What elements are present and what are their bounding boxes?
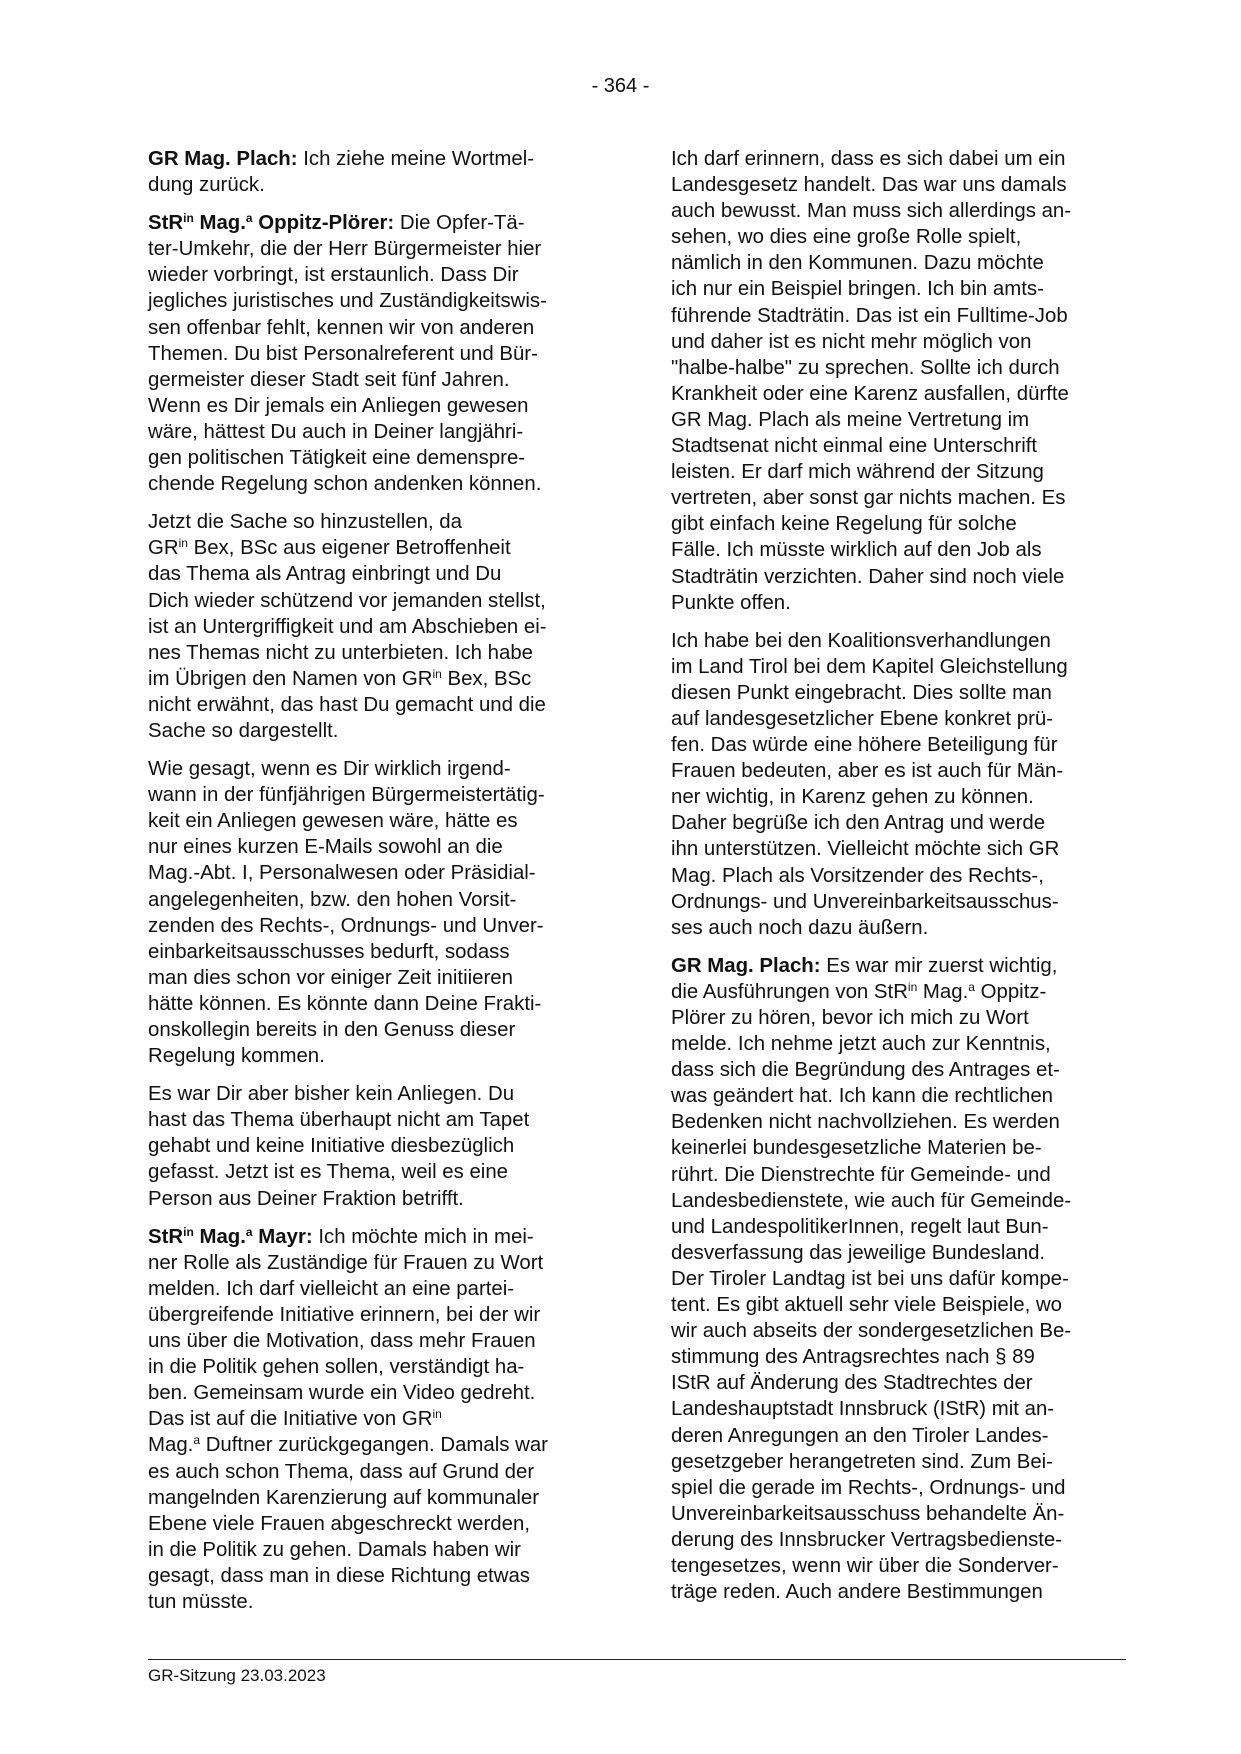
text-line (148, 315, 602, 341)
text-line (148, 1186, 602, 1212)
superscript: a (245, 1224, 253, 1239)
speaker-text: Oppitz-Plörer: (252, 212, 395, 235)
text-line (671, 1214, 1125, 1240)
text-run: in die Politik gehen sollen, verständigt ha- (148, 1356, 525, 1379)
text-run: nes Themas nicht zu unterbieten. Ich habe (148, 641, 534, 664)
text-line (148, 341, 602, 367)
text-line (671, 1240, 1125, 1266)
text-run: Landeshauptstadt Innsbruck (IStR) mit an- (671, 1398, 1055, 1421)
text-run: derung des Innsbrucker Vertragsbedienste- (671, 1528, 1063, 1551)
superscript: a (245, 211, 253, 226)
text-line (148, 692, 602, 718)
text-line (671, 146, 1125, 172)
text-run: gehabt und keine Initiative diesbezüglich (148, 1135, 515, 1158)
text-line (671, 1449, 1125, 1475)
text-run: tengesetzes, wenn wir über die Sonderver- (671, 1554, 1059, 1577)
text-run: Mag. Plach als Vorsitzender des Rechts-, (671, 864, 1044, 887)
text-run: zenden des Rechts-, Ordnungs- und Unver- (148, 914, 544, 937)
text-run: ses auch noch dazu äußern. (671, 916, 929, 939)
text-run: vertreten, aber sonst gar nichts machen. Es (671, 487, 1066, 510)
text-line (671, 303, 1125, 329)
left-column (148, 146, 602, 1627)
text-line (671, 836, 1125, 862)
text-line (671, 1135, 1125, 1161)
text-line (148, 393, 602, 419)
text-line (671, 1057, 1125, 1083)
text-line (671, 329, 1125, 355)
text-line (148, 1328, 602, 1354)
superscript: in (432, 1407, 442, 1422)
text-line (148, 939, 602, 965)
text-line (148, 419, 602, 445)
text-run: stimmung des Antragsrechtes nach § 89 (671, 1346, 1035, 1369)
text-line (671, 407, 1125, 433)
text-line (671, 172, 1125, 198)
text-run: Stadtsenat nicht einmal eine Unterschrift (671, 435, 1038, 458)
footer-session-date: GR-Sitzung 23.03.2023 (148, 1666, 326, 1685)
text-line (671, 1527, 1125, 1553)
text-run: nämlich in den Kommunen. Dazu möchte (671, 252, 1044, 275)
text-line (671, 381, 1125, 407)
text-run: auch bewusst. Man muss sich allerdings an- (671, 200, 1072, 223)
text-run: Mag.-Abt. I, Personalwesen oder Präsidial- (148, 862, 536, 885)
text-run: Stadträtin verzichten. Daher sind noch viele (671, 565, 1065, 588)
text-run: Die Opfer-Tä- (394, 212, 525, 235)
text-run: deren Anregungen an den Tiroler Landes- (671, 1424, 1049, 1447)
speaker-text: GR Mag. Plach: (148, 148, 298, 170)
text-line (671, 590, 1125, 616)
text-line (671, 537, 1125, 563)
text-line (148, 561, 602, 587)
text-run: nur eines kurzen E-Mails sowohl an die (148, 836, 503, 859)
text-run: übergreifende Initiative erinnern, bei der wir (148, 1303, 541, 1326)
text-run: Wie gesagt, wenn es Dir wirklich irgend- (148, 758, 511, 781)
text-line (148, 965, 602, 991)
text-run: die Ausführungen von StR (671, 980, 908, 1003)
text-run: das Thema als Antrag einbringt und Du (148, 563, 502, 586)
text-line (671, 1109, 1125, 1135)
text-line (671, 276, 1125, 302)
paragraph (148, 756, 602, 1069)
text-run: onskollegin bereits in den Genuss dieser (148, 1019, 516, 1041)
text-line (671, 810, 1125, 836)
text-run: Krankheit oder eine Karenz ausfallen, dürfte (671, 382, 1069, 405)
text-run: hast das Thema überhaupt nicht am Tapet (148, 1109, 530, 1132)
text-run: tent. Es gibt aktuell sehr viele Beispiele, wo (671, 1294, 1063, 1317)
text-line (671, 628, 1125, 654)
text-line (671, 1266, 1125, 1292)
text-line (148, 614, 602, 640)
text-run: Regelung kommen. (148, 1045, 325, 1068)
text-run: gefasst. Jetzt ist es Thema, weil es eine (148, 1161, 509, 1184)
text-line (671, 784, 1125, 810)
text-run: Punkte offen. (671, 591, 791, 614)
text-run: sen offenbar fehlt, kennen wir von anderen (148, 316, 535, 339)
text-line (148, 1081, 602, 1107)
speaker-text: Mag. (193, 1225, 246, 1248)
text-run: Unvereinbarkeitsausschuss behandelte Än- (671, 1502, 1065, 1525)
text-run: chende Regelung schon andenken können. (148, 473, 542, 496)
text-run: gibt einfach keine Regelung für solche (671, 513, 1017, 536)
text-run: auf landesgesetzlicher Ebene konkret prü- (671, 707, 1053, 730)
text-run: ner Rolle als Zuständige für Frauen zu Wort (148, 1251, 544, 1274)
text-run: ben. Gemeinsam wurde ein Video gedreht. (148, 1382, 536, 1405)
text-line (148, 1276, 602, 1302)
text-run: gesetzgeber herangetreten sind. Zum Bei- (671, 1450, 1053, 1473)
text-line (148, 782, 602, 808)
text-run: Es war mir zuerst wichtig, (820, 954, 1058, 977)
superscript: in (432, 666, 442, 681)
text-line (148, 1159, 602, 1185)
text-run: Jetzt die Sache so hinzustellen, da (148, 511, 462, 534)
text-run: wir auch abseits der sondergesetzlichen Be- (671, 1320, 1072, 1343)
text-run: wann in der fünfjährigen Bürgermeistertätig- (148, 784, 545, 807)
text-run: Duftner zurückgegangen. Damals war (200, 1434, 548, 1457)
page-number: - 364 - (591, 75, 650, 97)
text-line (148, 1459, 602, 1485)
text-line (671, 1005, 1125, 1031)
footer-divider (148, 1659, 1126, 1660)
text-line (148, 666, 602, 692)
text-line (671, 485, 1125, 511)
text-run: dung zurück. (148, 174, 265, 197)
text-run: Ich habe bei den Koalitionsverhandlungen (671, 629, 1051, 652)
paragraph (148, 1224, 602, 1615)
text-run: Daher begrüße ich den Antrag und werde (671, 812, 1046, 835)
text-run: wieder vorbringt, ist erstaunlich. Dass Dir (148, 264, 519, 287)
text-run: Ich darf erinnern, dass es sich dabei um ein (671, 148, 1066, 170)
paragraph (671, 628, 1125, 941)
superscript: a (193, 1433, 201, 1448)
text-run: keinerlei bundesgesetzliche Materien be- (671, 1137, 1042, 1160)
text-line (148, 913, 602, 939)
text-run: Das ist auf die Initiative von GR (148, 1408, 433, 1431)
text-line (671, 564, 1125, 590)
text-run: ist an Untergriffigkeit und am Abschieben ei- (148, 615, 547, 638)
text-run: im Übrigen den Namen von GR (148, 667, 433, 690)
text-line (671, 1423, 1125, 1449)
text-line (148, 834, 602, 860)
text-line (671, 1083, 1125, 1109)
text-run: dass sich die Begründung des Antrages et- (671, 1059, 1060, 1082)
text-line (671, 224, 1125, 250)
paragraph (148, 146, 602, 198)
text-line (148, 210, 602, 236)
text-run: IStR auf Änderung des Stadtrechtes der (671, 1372, 1033, 1395)
text-run: Plörer zu hören, bevor ich mich zu Wort (671, 1007, 1029, 1029)
text-line (148, 588, 602, 614)
text-line (671, 1188, 1125, 1214)
text-run: ner wichtig, in Karenz gehen zu können. (671, 786, 1034, 809)
text-run: Ich ziehe meine Wortmel- (297, 148, 535, 170)
text-line (148, 262, 602, 288)
superscript: in (183, 211, 194, 226)
text-run: ich nur ein Beispiel bringen. Ich bin amts- (671, 278, 1044, 301)
text-line (671, 758, 1125, 784)
text-run: im Land Tirol bei dem Kapitel Gleichstellung (671, 655, 1068, 678)
text-run: desverfassung das jeweilige Bundesland. (671, 1241, 1046, 1264)
text-line (148, 1406, 602, 1432)
text-run: Bex, BSc aus eigener Betroffenheit (187, 537, 511, 560)
text-line (148, 860, 602, 886)
text-line (148, 1107, 602, 1133)
text-line (671, 1579, 1125, 1605)
text-line (671, 250, 1125, 276)
text-run: hätte können. Es könnte dann Deine Frakti- (148, 992, 542, 1015)
text-line (148, 1302, 602, 1328)
text-line (671, 889, 1125, 915)
text-run: Frauen bedeuten, aber es ist auch für Män- (671, 760, 1064, 783)
speaker-text: StR (148, 1225, 184, 1248)
speaker-text: GR Mag. Plach: (671, 954, 821, 977)
text-run: was geändert hat. Ich kann die rechtlichen (671, 1085, 1053, 1108)
text-run: spiel die gerade im Rechts-, Ordnungs- und (671, 1476, 1066, 1499)
text-line (148, 1537, 602, 1563)
paragraph (671, 146, 1125, 616)
superscript: in (183, 1224, 194, 1239)
text-line (148, 1589, 602, 1615)
text-line (148, 1043, 602, 1069)
text-line (671, 1318, 1125, 1344)
text-run: gen politischen Tätigkeit eine demenspre- (148, 447, 526, 470)
text-line (671, 1501, 1125, 1527)
text-line (148, 1224, 602, 1250)
text-run: Bedenken nicht nachvollziehen. Es werden (671, 1111, 1060, 1134)
text-run: Ebene viele Frauen abgeschreckt werden, (148, 1512, 530, 1535)
text-line (148, 367, 602, 393)
text-line (671, 1292, 1125, 1318)
text-run: führende Stadträtin. Das ist ein Fulltime-Job (671, 304, 1068, 327)
text-line (671, 433, 1125, 459)
text-line (148, 1354, 602, 1380)
text-run: tun müsste. (148, 1590, 254, 1613)
text-line (148, 1432, 602, 1458)
speaker-name (148, 212, 394, 234)
text-line (671, 511, 1125, 537)
text-run: und daher ist es nicht mehr möglich von (671, 330, 1032, 353)
text-line (148, 887, 602, 913)
text-run: "halbe-halbe" zu sprechen. Sollte ich durch (671, 356, 1060, 379)
text-line (671, 355, 1125, 381)
text-run: Landesgesetz handelt. Das war uns damals (671, 174, 1067, 197)
text-run: jegliches juristisches und Zuständigkeitswis- (148, 290, 547, 313)
text-run: Dich wieder schützend vor jemanden stellst, (148, 589, 546, 612)
text-run: in die Politik zu gehen. Damals haben wir (148, 1538, 521, 1561)
text-line (671, 1370, 1125, 1396)
text-run: und LandespolitikerInnen, regelt laut Bun- (671, 1215, 1049, 1238)
speaker-name (148, 148, 298, 170)
text-run: es auch schon Thema, dass auf Grund der (148, 1460, 535, 1483)
text-run: träge reden. Auch andere Bestimmungen (671, 1581, 1043, 1604)
superscript: in (907, 979, 918, 994)
text-line (148, 535, 602, 561)
text-run: man dies schon vor einiger Zeit initiieren (148, 966, 513, 989)
text-run: Themen. Du bist Personalreferent und Bür- (148, 342, 538, 365)
text-run: GR Mag. Plach als meine Vertretung im (671, 408, 1030, 431)
text-line (148, 756, 602, 782)
text-line (671, 915, 1125, 941)
text-run: angelegenheiten, bzw. den hohen Vorsit- (148, 888, 517, 911)
text-run: nicht erwähnt, das hast Du gemacht und die (148, 693, 546, 716)
text-run: Mag. (917, 980, 969, 1003)
speaker-text: Mayr: (252, 1225, 313, 1248)
speaker-name (671, 955, 821, 977)
text-run: ihn unterstützen. Vielleicht möchte sich GR (671, 838, 1060, 861)
text-run: Mag. (148, 1434, 194, 1457)
superscript: a (968, 979, 975, 994)
text-line (148, 471, 602, 497)
text-run: leisten. Er darf mich während der Sitzung (671, 461, 1044, 484)
text-run: rührt. Die Dienstrechte für Gemeinde- und (671, 1163, 1051, 1186)
text-line (148, 509, 602, 535)
text-run: germeister dieser Stadt seit fünf Jahren. (148, 368, 510, 391)
text-line (148, 236, 602, 262)
text-run: GR (148, 537, 179, 560)
superscript: in (178, 536, 188, 551)
text-line (671, 706, 1125, 732)
text-line (148, 1133, 602, 1159)
text-line (671, 459, 1125, 485)
text-run: melde. Ich nehme jetzt auch zur Kenntnis, (671, 1033, 1051, 1056)
speaker-text: StR (148, 212, 184, 235)
text-run: einbarkeitsausschusses bedurft, sodass (148, 940, 510, 963)
text-run: Wenn es Dir jemals ein Anliegen gewesen (148, 394, 529, 417)
text-run: wäre, hättest Du auch in Deiner langjähri- (148, 420, 524, 443)
text-line (148, 1563, 602, 1589)
text-line (148, 288, 602, 314)
text-run: Fälle. Ich müsste wirklich auf den Job als (671, 539, 1042, 562)
text-run: mangelnden Karenzierung auf kommunaler (148, 1486, 540, 1509)
text-line (148, 991, 602, 1017)
text-run: diesen Punkt eingebracht. Dies sollte man (671, 681, 1052, 704)
text-line (671, 1553, 1125, 1579)
text-line (671, 680, 1125, 706)
text-run: uns über die Motivation, dass mehr Frauen (148, 1330, 536, 1353)
text-line (671, 1344, 1125, 1370)
text-line (148, 1380, 602, 1406)
speaker-text: Mag. (193, 212, 246, 235)
text-line (148, 640, 602, 666)
text-line (148, 808, 602, 834)
text-line (148, 445, 602, 471)
text-line (671, 654, 1125, 680)
text-line (671, 1396, 1125, 1422)
text-line (671, 1475, 1125, 1501)
paragraph (148, 1081, 602, 1211)
text-line (148, 1485, 602, 1511)
text-run: ter-Umkehr, die der Herr Bürgermeister hier (148, 238, 542, 261)
paragraph (148, 509, 602, 744)
text-run: Person aus Deiner Fraktion betrifft. (148, 1187, 464, 1210)
text-line (148, 718, 602, 744)
text-run: keit ein Anliegen gewesen wäre, hätte es (148, 810, 518, 833)
text-line (148, 146, 602, 172)
text-line (148, 1250, 602, 1276)
text-line (671, 953, 1125, 979)
text-run: melden. Ich darf vielleicht an eine partei- (148, 1277, 515, 1300)
text-line (671, 1162, 1125, 1188)
text-line (671, 198, 1125, 224)
paragraph (148, 210, 602, 497)
text-run: fen. Das würde eine höhere Beteiligung für (671, 734, 1058, 757)
text-run: Ich möchte mich in mei- (312, 1225, 534, 1248)
text-run: Es war Dir aber bisher kein Anliegen. Du (148, 1083, 515, 1106)
text-run: Bex, BSc (441, 667, 532, 690)
text-run: Der Tiroler Landtag ist bei uns dafür kompe- (671, 1267, 1069, 1290)
paragraph (671, 953, 1125, 1605)
speaker-name (148, 1226, 313, 1248)
text-line (148, 172, 602, 198)
right-column (671, 146, 1125, 1617)
text-line (148, 1511, 602, 1537)
text-run: Ordnungs- und Unvereinbarkeitsausschus- (671, 890, 1059, 913)
text-run: Oppitz- (974, 980, 1047, 1003)
text-line (671, 732, 1125, 758)
text-run: sehen, wo dies eine große Rolle spielt, (671, 226, 1022, 249)
text-line (671, 979, 1125, 1005)
text-line (671, 863, 1125, 889)
text-run: gesagt, dass man in diese Richtung etwas (148, 1564, 530, 1587)
text-run: Landesbedienstete, wie auch für Gemeinde- (671, 1189, 1072, 1212)
text-run: Sache so dargestellt. (148, 719, 339, 742)
text-line (148, 1017, 602, 1043)
text-line (671, 1031, 1125, 1057)
